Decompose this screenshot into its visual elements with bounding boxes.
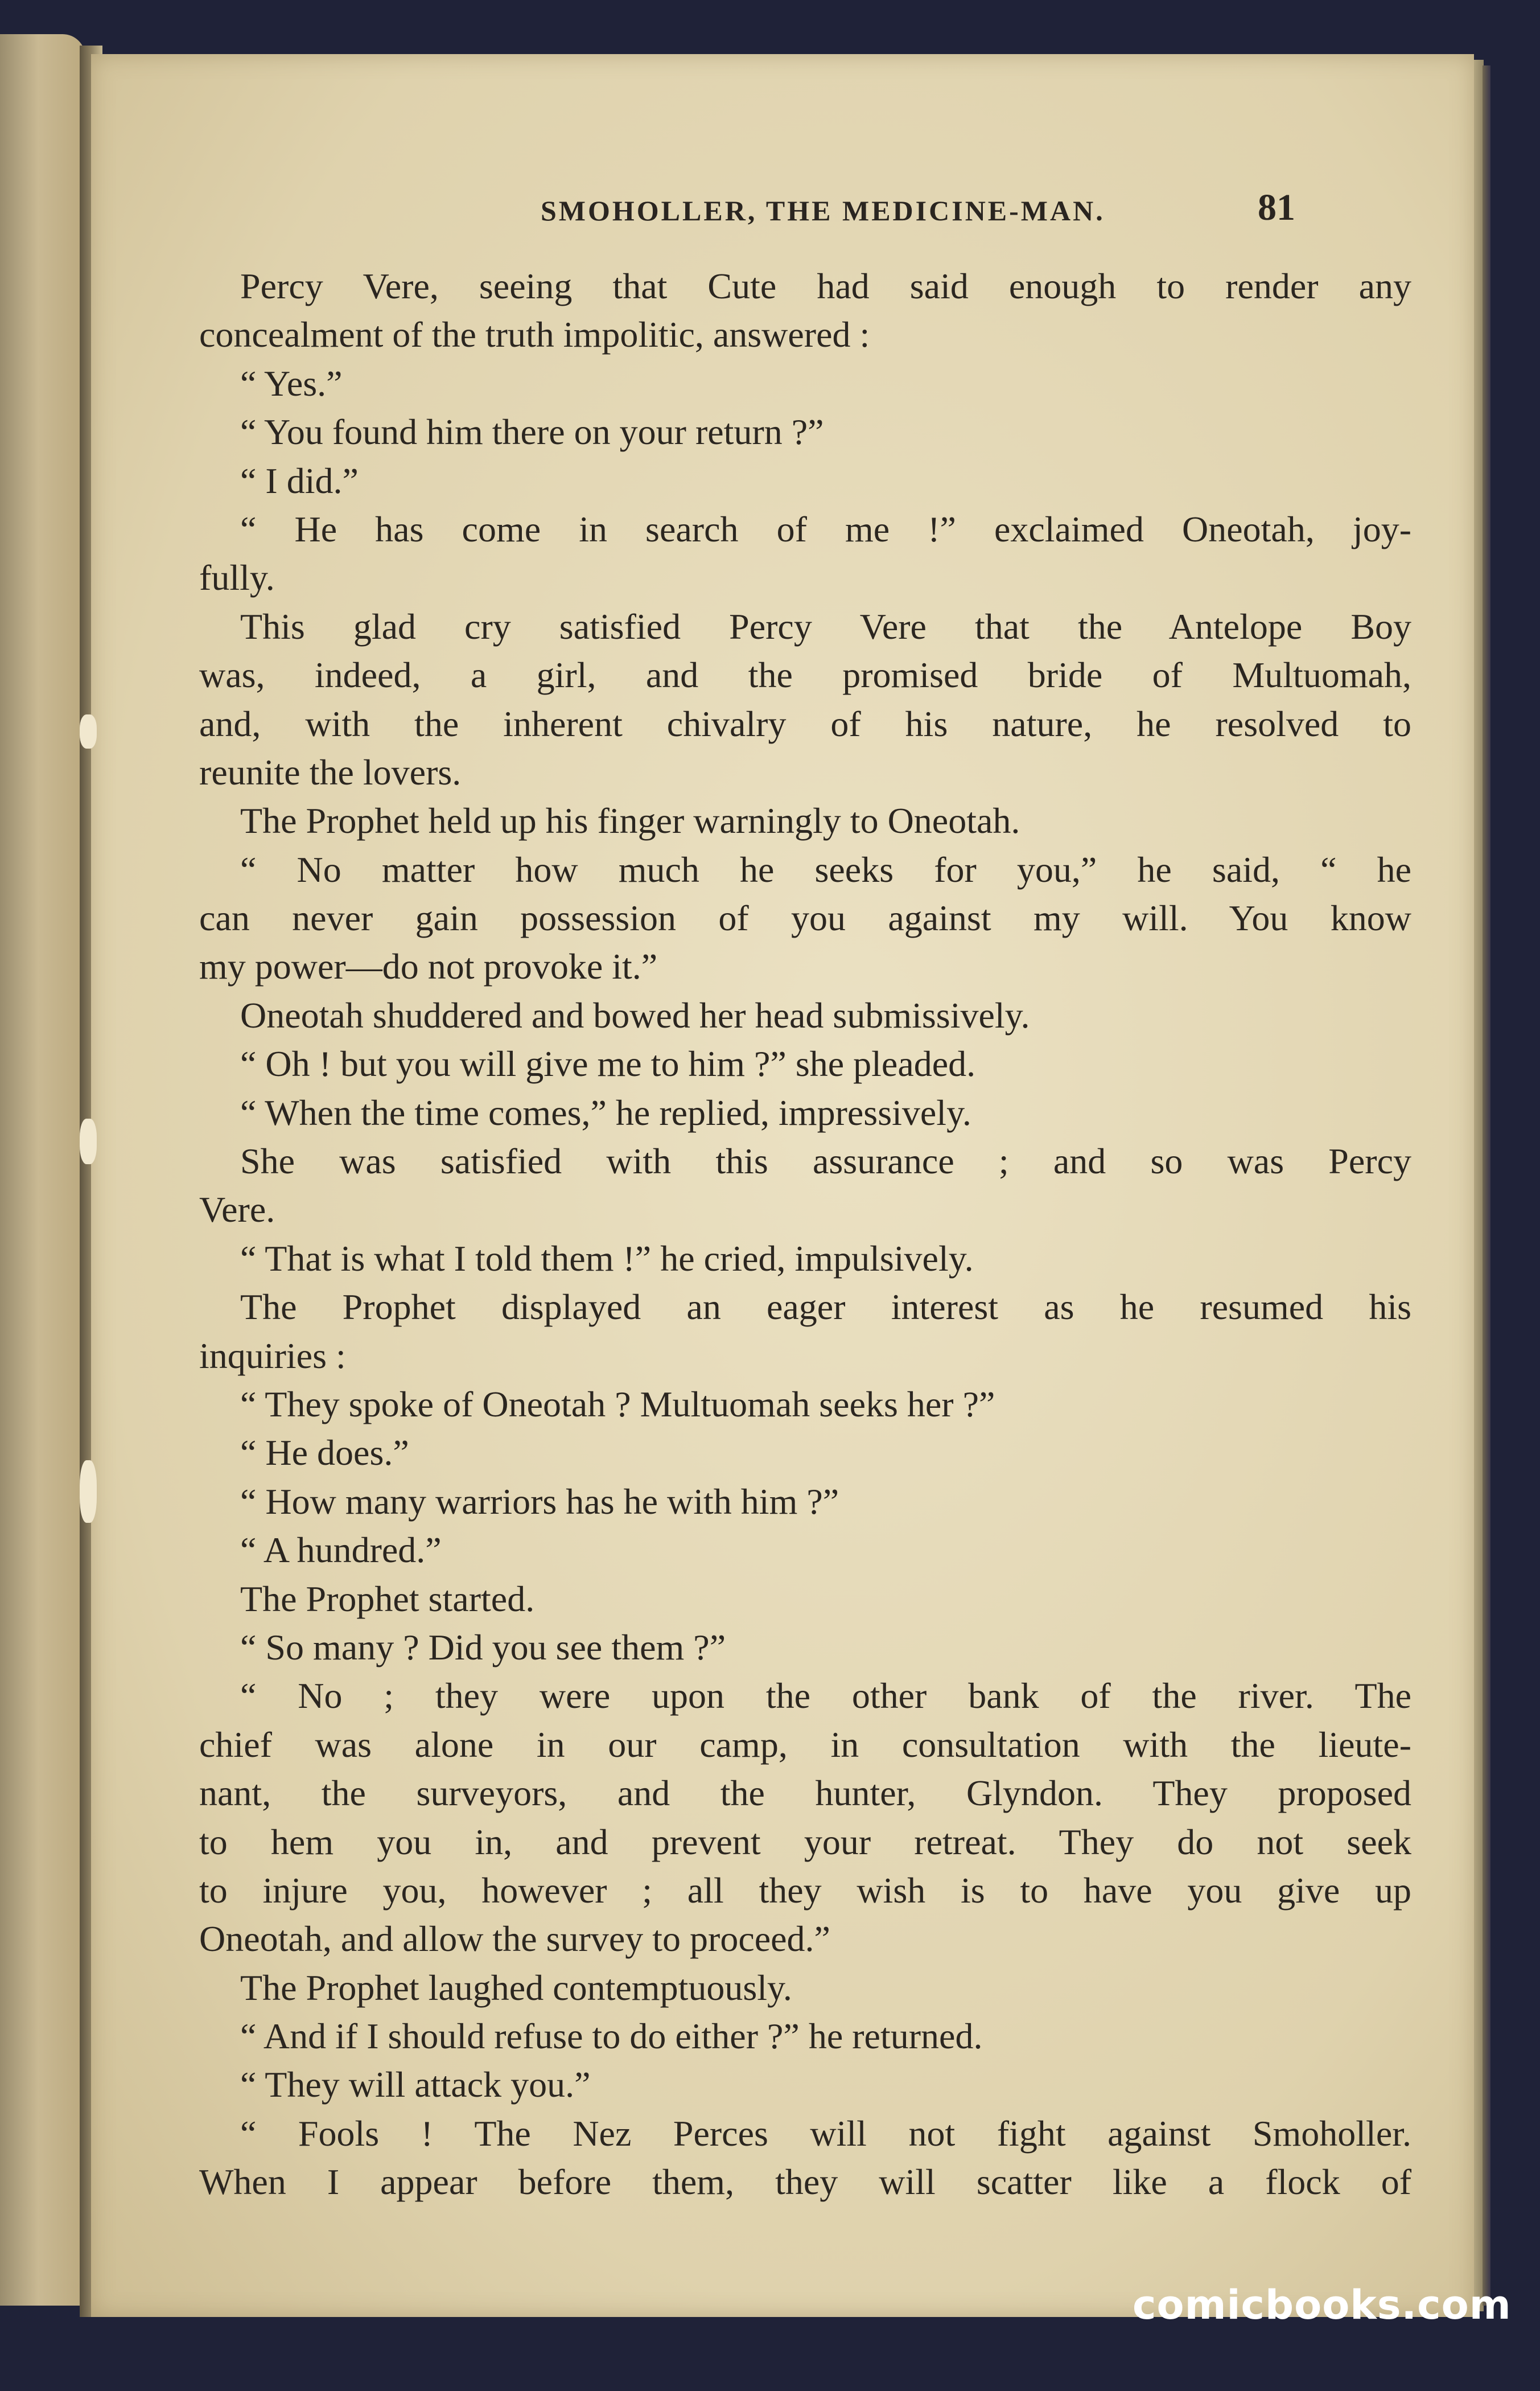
body-text (199, 262, 1411, 2207)
text-line: inquiries : (199, 1335, 346, 1376)
binding-tear (80, 1460, 97, 1523)
text-line: Oneotah shuddered and bowed her head submissively. (240, 995, 1030, 1036)
text-line: “ Oh ! but you will give me to him ?” she pleaded. (240, 1044, 976, 1084)
text-line: “ When the time comes,” he replied, impressively. (240, 1092, 971, 1133)
text-line: “ Fools ! The Nez Perces will not fight against Smoholler. (240, 2113, 1411, 2154)
text-line: The Prophet displayed an eager interest as he resumed his (240, 1287, 1411, 1328)
text-line: The Prophet started. (240, 1578, 535, 1619)
text-line: fully. (199, 557, 275, 598)
left-page-edge (0, 34, 85, 2306)
page-number: 81 (1258, 187, 1295, 228)
text-line: “ No ; they were upon the other bank of the river. The (240, 1675, 1411, 1716)
text-line: reunite the lovers. (199, 751, 462, 792)
text-line: She was satisfied with this assurance ; and so was Percy (240, 1141, 1411, 1182)
page-stack-shadow (1483, 65, 1490, 2306)
text-line: “ So many ? Did you see them ?” (240, 1626, 726, 1667)
binding-tear (80, 714, 97, 749)
text-line: “ No matter how much he seeks for you,” he said, “ he (240, 849, 1411, 890)
text-line: was, indeed, a girl, and the promised bride of Multuomah, (199, 655, 1411, 696)
text-line: my power—do not provoke it.” (199, 946, 658, 987)
site-watermark: comicbooks.com (1133, 2282, 1512, 2328)
text-line: concealment of the truth impolitic, answered : (199, 314, 870, 355)
text-line: “ How many warriors has he with him ?” (240, 1481, 839, 1522)
text-line: Percy Vere, seeing that Cute had said enough to render any (240, 266, 1411, 306)
text-line: “ A hundred.” (240, 1530, 442, 1571)
text-line: “ Yes.” (240, 363, 343, 404)
text-line: nant, the surveyors, and the hunter, Glyndon. They proposed (199, 1773, 1411, 1814)
text-line: Oneotah, and allow the survey to proceed.” (199, 1918, 830, 1959)
text-line: Vere. (199, 1189, 275, 1230)
text-line: “ You found him there on your return ?” (240, 412, 824, 453)
text-line: and, with the inherent chivalry of his nature, he resolved to (199, 703, 1411, 744)
text-line: “ I did.” (240, 460, 359, 501)
text-line: can never gain possession of you against my will. You know (199, 898, 1411, 939)
text-line: chief was alone in our camp, in consultation with the lieute- (199, 1724, 1411, 1765)
text-line: “ He does.” (240, 1432, 409, 1473)
page-header (91, 174, 1474, 242)
text-line: to injure you, however ; all they wish is to have you give up (199, 1870, 1411, 1911)
text-line: When I appear before them, they will scatter like a flock of (199, 2162, 1411, 2203)
book-page (91, 54, 1474, 2317)
text-line: “ He has come in search of me !” exclaimed Oneotah, joy- (240, 508, 1411, 549)
text-line: The Prophet laughed contemptuously. (240, 1967, 792, 2008)
running-head: SMOHOLLER, THE MEDICINE-MAN. (541, 195, 1105, 227)
text-line: to hem you in, and prevent your retreat. They do not seek (199, 1821, 1411, 1862)
text-line: “ They will attack you.” (240, 2064, 591, 2105)
text-line: “ And if I should refuse to do either ?” he returned. (240, 2016, 983, 2057)
text-line: “ That is what I told them !” he cried, impulsively. (240, 1238, 974, 1279)
binding-tear (80, 1119, 97, 1164)
text-line: This glad cry satisfied Percy Vere that the Antelope Boy (240, 606, 1411, 647)
text-line: The Prophet held up his finger warningly to Oneotah. (240, 800, 1020, 841)
text-line: “ They spoke of Oneotah ? Multuomah seeks her ?” (240, 1383, 995, 1424)
